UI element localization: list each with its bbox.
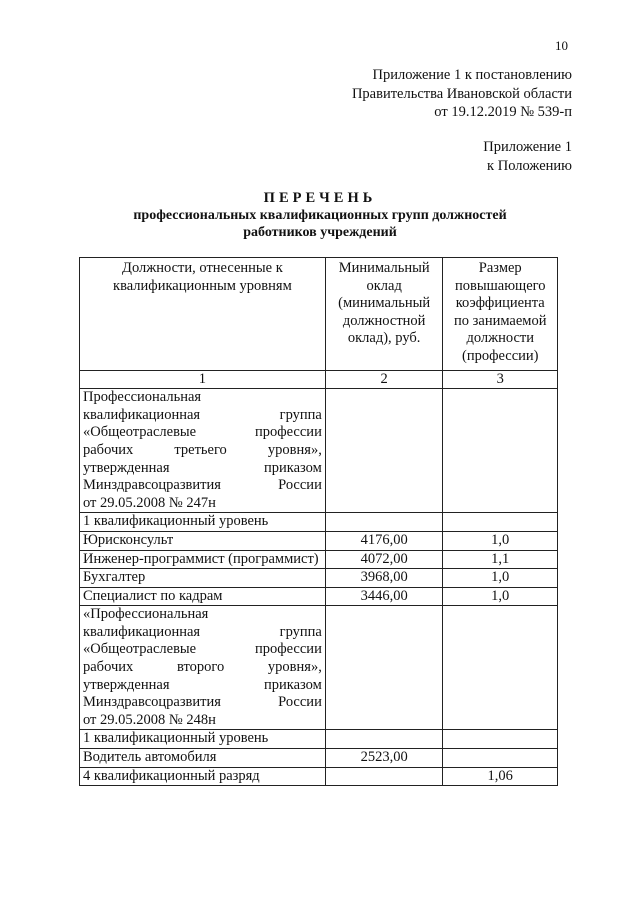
appendix-sub-header (483, 138, 572, 175)
salary-cell: 3968,00 (325, 569, 443, 588)
qualification-level: 1 квалификационный уровень (80, 513, 326, 532)
empty-cell (325, 513, 443, 532)
qualification-level: 1 квалификационный уровень (80, 730, 326, 749)
salary-cell: 4072,00 (325, 550, 443, 569)
table-row (80, 531, 558, 550)
header-positions (80, 258, 326, 371)
table-row (80, 767, 558, 786)
header-text: повышающего (455, 277, 546, 294)
group-title-cell (80, 606, 326, 730)
position-name: Водитель автомобиля (80, 749, 326, 768)
qualification-groups-table (79, 257, 558, 786)
header-text: должности (466, 330, 535, 347)
group-title-line: Минздравсоцразвития России (83, 477, 322, 494)
group-title-line: рабочих третьего уровня», (83, 441, 322, 458)
group-title-line: утвержденная приказом (83, 459, 322, 476)
coefficient-cell (443, 749, 558, 768)
empty-cell (443, 389, 558, 513)
column-number: 1 (80, 370, 326, 389)
header-text: должностной (342, 312, 426, 329)
appendix-header-line: Приложение 1 к постановлению (372, 67, 572, 83)
header-text: оклад (366, 277, 402, 294)
empty-cell (443, 606, 558, 730)
appendix-header (352, 66, 572, 122)
position-name: Специалист по кадрам (80, 587, 326, 606)
position-name: Инженер-программист (программист) (80, 550, 326, 569)
column-number-row (80, 370, 558, 389)
group-title-line: утвержденная приказом (83, 676, 322, 693)
position-name: Юрисконсульт (80, 531, 326, 550)
appendix-sub-line: Приложение 1 (483, 139, 572, 155)
group-title-line: от 29.05.2008 № 247н (83, 494, 216, 511)
header-text: по занимаемой (454, 312, 547, 329)
group-title-row (80, 389, 558, 513)
empty-cell (443, 730, 558, 749)
position-name: Бухгалтер (80, 569, 326, 588)
qualification-level-row (80, 730, 558, 749)
group-title-cell (80, 389, 326, 513)
page-number: 10 (555, 38, 568, 53)
header-text: (профессии) (461, 347, 539, 364)
title-main: ПЕРЕЧЕНЬ (263, 190, 377, 206)
qualification-level-row (80, 513, 558, 532)
empty-cell (325, 606, 443, 730)
header-min-salary (325, 258, 443, 371)
coefficient-cell: 1,0 (443, 569, 558, 588)
group-title-line: от 29.05.2008 № 248н (83, 711, 216, 728)
group-title-line: квалификационная группа (83, 406, 322, 423)
column-number: 2 (325, 370, 443, 389)
header-text: Минимальный (338, 260, 430, 276)
empty-cell (443, 513, 558, 532)
group-title-line: рабочих второго уровня», (83, 659, 322, 676)
table-row (80, 749, 558, 768)
table-row (80, 587, 558, 606)
group-title-line: «Общеотраслевые профессии (83, 641, 322, 658)
group-title-line: Минздравсоцразвития России (83, 694, 322, 711)
coefficient-cell: 1,06 (443, 767, 558, 786)
position-name: 4 квалификационный разряд (80, 767, 326, 786)
group-title-row (80, 606, 558, 730)
salary-cell: 4176,00 (325, 531, 443, 550)
header-text: коэффициента (455, 295, 545, 312)
table-row (80, 569, 558, 588)
header-text: Размер (478, 260, 522, 276)
header-text: оклад), руб. (347, 330, 421, 347)
table-row (80, 550, 558, 569)
group-title-line: «Общеотраслевые профессии (83, 424, 322, 441)
title-subtitle-line: работников учреждений (243, 225, 397, 240)
coefficient-cell: 1,0 (443, 531, 558, 550)
group-title-line: квалификационная группа (83, 623, 322, 640)
document-title (0, 190, 640, 241)
salary-cell: 2523,00 (325, 749, 443, 768)
table-header-row (80, 258, 558, 371)
appendix-header-line: от 19.12.2019 № 539-п (434, 104, 572, 120)
appendix-sub-line: к Положению (487, 157, 572, 174)
coefficient-cell: 1,1 (443, 550, 558, 569)
salary-cell (325, 767, 443, 786)
appendix-header-line: Правительства Ивановской области (351, 85, 572, 102)
coefficient-cell: 1,0 (443, 587, 558, 606)
title-subtitle-line: профессиональных квалификационных групп должностей (133, 208, 507, 223)
group-title-line: Профессиональная (83, 389, 202, 406)
header-text: (минимальный (338, 295, 431, 312)
empty-cell (325, 389, 443, 513)
column-number: 3 (443, 370, 558, 389)
salary-cell: 3446,00 (325, 587, 443, 606)
header-coefficient (443, 258, 558, 371)
empty-cell (325, 730, 443, 749)
header-text: Должности, отнесенные к (122, 260, 283, 276)
group-title-line: «Профессиональная (83, 606, 209, 623)
header-text: квалификационным уровням (113, 277, 292, 294)
